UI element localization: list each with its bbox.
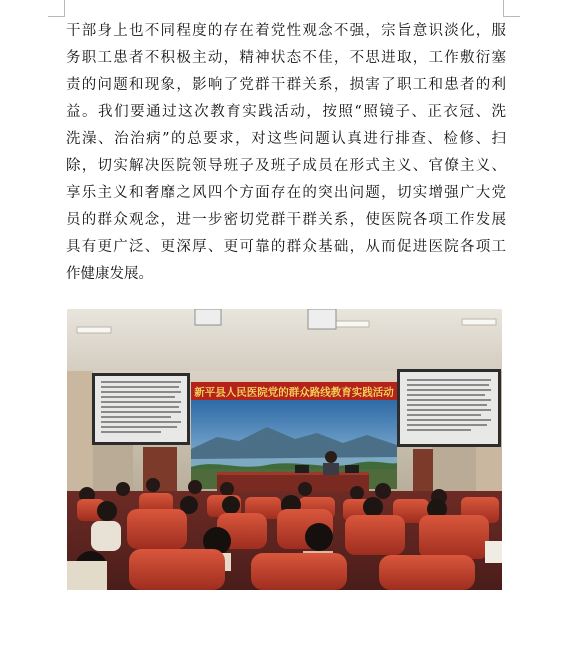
paragraph-line: 洗澡、治治病”的总要求，对这些问题认真进行排查、检修、扫 <box>66 131 506 147</box>
paragraph-line: 除，切实解决医院领导班子及班子成员在形式主义、官僚主义、 <box>66 158 506 174</box>
paragraph-line: 作健康发展。 <box>66 266 153 282</box>
screen-right-content <box>400 372 498 444</box>
crop-mark-top-right <box>503 0 520 17</box>
crop-mark-top-left <box>48 0 65 17</box>
speaker-body <box>323 463 339 475</box>
projector <box>308 309 336 329</box>
paragraph-line: 员的群众观念，进一步密切党群干群关系，使医院各项工作发展 <box>66 212 506 228</box>
paragraph-line: 责的问题和现象，影响了党群干群关系，损害了职工和患者的利 <box>66 77 506 93</box>
side-door-right <box>413 449 433 491</box>
stage-banner-text: 新平县人民医院党的群众路线教育实践活动 <box>194 386 394 399</box>
monitor <box>345 465 359 473</box>
speaker-head <box>325 451 337 463</box>
meeting-photo <box>67 309 502 590</box>
meeting-photo-drawing <box>67 309 502 590</box>
ceiling-light <box>77 327 111 333</box>
paragraph-line: 享乐主义和奢靡之风四个方面存在的突出问题，切实增强广大党 <box>66 185 506 201</box>
ceiling-light <box>462 319 496 325</box>
paragraph-line: 干部身上也不同程度的存在着党性观念不强，宗旨意识淡化，服 <box>66 23 506 39</box>
body-paragraph <box>66 18 506 288</box>
paragraph-line: 务职工患者不积极主动，精神状态不佳，不思进取，工作敷衍塞 <box>66 50 506 66</box>
monitor <box>295 465 309 473</box>
paragraph-line: 具有更广泛、更深厚、更可靠的群众基础，从而促进医院各项工 <box>66 239 506 255</box>
ceiling <box>67 309 502 371</box>
projector <box>195 309 221 325</box>
paragraph-line: 益。我们要通过这次教育实践活动，按照“照镜子、正衣冠、洗 <box>66 104 506 120</box>
ceiling-light <box>335 321 369 327</box>
